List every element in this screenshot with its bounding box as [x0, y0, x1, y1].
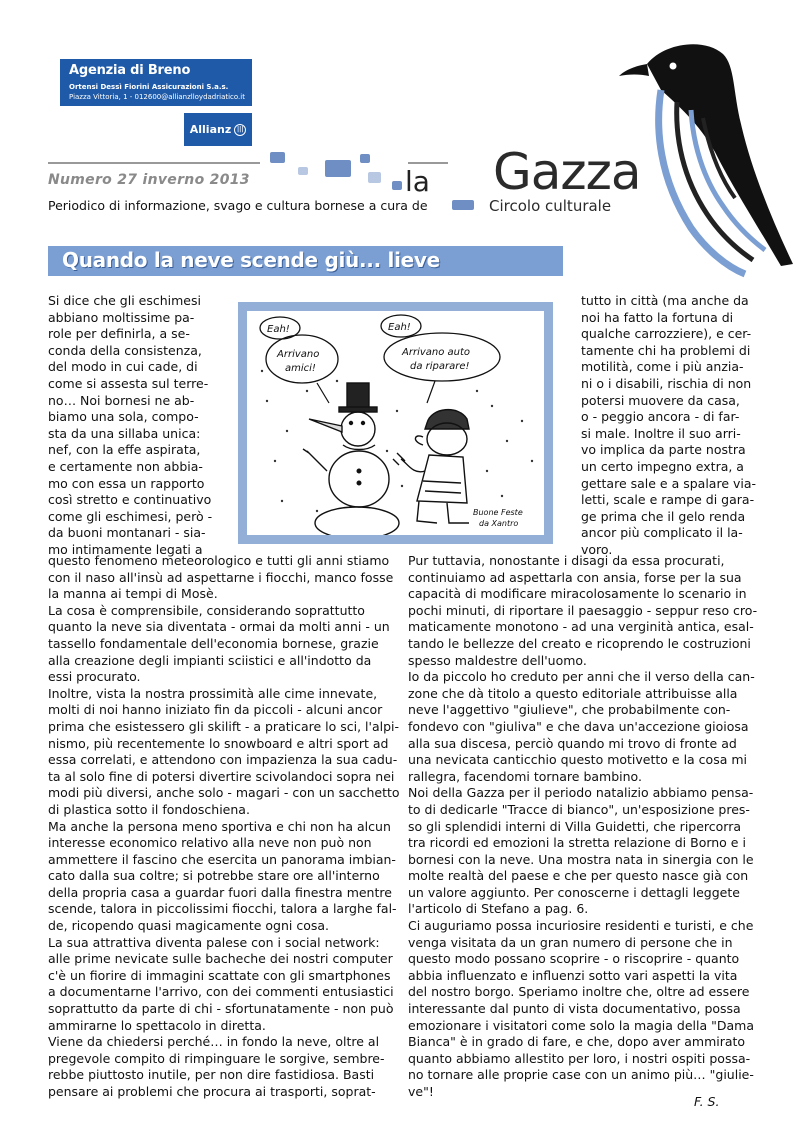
text-line: scende, talora in piccolissimi fiocchi, talora a larghe fal- — [48, 901, 397, 917]
text-line: interesse economico relativo alla neve non può non — [48, 835, 372, 851]
text-line: Bianca" è in grado di fare, e che, dopo aver ammirato — [408, 1034, 746, 1050]
text-line: tamente chi ha problemi di — [581, 342, 751, 358]
text-line: no… Noi bornesi ne ab- — [48, 392, 195, 408]
text-line: Noi della Gazza per il periodo natalizio abbiamo pensa- — [408, 785, 754, 801]
text-line: nismo, più recentemente lo snowboard e altri sport ad — [48, 735, 389, 751]
deco-square — [270, 152, 285, 163]
text-line: tassello fondamentale dell'economia bornese, grazie — [48, 635, 379, 651]
text-line: to di dedicarle "Tracce di bianco", un'esposizione pres- — [408, 801, 750, 817]
text-line: noi ha fatto la fortuna di — [581, 309, 734, 325]
snowman-drawing — [303, 383, 399, 535]
cartoon-illustration — [238, 302, 553, 544]
text-line: come si assesta sul terre- — [48, 375, 209, 391]
article-title-bar — [48, 246, 563, 276]
text-line: Pur tuttavia, nonostante i disagi da essa procurati, — [408, 553, 725, 568]
text-line: molti di noi hanno iniziato fin da piccoli - alcuni ancor — [48, 702, 383, 718]
text-line: role per definirla, a se- — [48, 326, 190, 342]
text-line: modi più diversi, anche solo - magari - con un sacchetto — [48, 785, 400, 801]
allianz-logo-text: Allianz — [189, 123, 232, 136]
text-line: letti, scale e rampe di gara- — [581, 492, 755, 508]
text-line: soprattutto da parte di chi - sfortunatamente - non può — [48, 1001, 394, 1017]
text-line: interessante dal punto di vista documentativo, possa — [408, 1001, 741, 1017]
text-line: motilità, come i più anzia- — [581, 359, 744, 375]
allianz-ad — [60, 59, 252, 146]
text-line: rebbe piuttosto inutile, per non dire fastidiosa. Basti — [48, 1067, 375, 1083]
text-line: pochi minuti, di riportare il paesaggio - seppur reso cro- — [408, 602, 758, 618]
text-line: so gli splendidi interni di Villa Guidetti, che ripercorra — [408, 818, 742, 834]
text-line: nef, con la effe aspirata, — [48, 442, 201, 458]
text-line: pensare ai problemi che procura ai trasporti, soprat- — [48, 1084, 376, 1099]
text-line: vo implica da parte nostra — [581, 442, 746, 458]
deco-square — [452, 200, 474, 210]
snowflakes — [261, 370, 533, 512]
text-line: essi procurato. — [48, 669, 141, 685]
cartoon-signature-line2: da Xantro — [479, 519, 519, 528]
text-line: bornesi con la neve. Una mostra nata in sinergia con le — [408, 851, 754, 867]
text-line: quanto la neve sia diventata - ormai da molti anni - un — [48, 619, 390, 635]
bubble1-line1: Eah! — [267, 324, 290, 335]
text-line: l'articolo di Stefano a pag. 6. — [408, 901, 589, 917]
deco-square — [392, 181, 402, 190]
text-line: alle prime nevicate sulle bacheche dei nostri computer — [48, 951, 393, 967]
text-line: ni o i disabili, rischia di non — [581, 375, 752, 391]
masthead-gazza: Gazza — [493, 143, 641, 201]
text-line: gettare sale e a spalare via- — [581, 475, 757, 491]
text-line: continuiamo ad aspettarla con ansia, forse per la sua — [408, 569, 742, 585]
bubble2-line2: Arrivano auto — [402, 347, 471, 358]
bubble2-line3: da riparare! — [410, 361, 470, 372]
deco-square — [360, 154, 370, 163]
text-line: venga visitata da un gran numero di persone che in — [408, 934, 733, 950]
text-line: maticamente monotono - ad una verginità antica, esal- — [408, 619, 754, 635]
text-line: e certamente non abbia- — [48, 458, 203, 474]
text-column-lower-right — [408, 553, 757, 1101]
header-rule-right — [408, 162, 448, 164]
text-line: ancor più complicato il la- — [581, 525, 743, 541]
deco-square — [298, 167, 308, 175]
text-line: abbia influenzato e influenzi sotto vari aspetti la vita — [408, 967, 738, 983]
text-line: biamo una sola, compo- — [48, 409, 199, 425]
text-line: come gli eschimesi, però - — [48, 508, 213, 524]
text-line: cato dalla sua coltre; si potrebbe stare ore all'interno — [48, 868, 380, 884]
text-line: La sua attrattiva diventa palese con i social network: — [48, 934, 380, 950]
text-line: voro. — [581, 541, 613, 557]
text-line: prima che esistessero gli skilift - a praticare lo sci, l'alpi- — [48, 718, 400, 734]
text-line: mo intimamente legati a — [48, 541, 203, 557]
text-line: essa correlati, e attendono con impazienza la sua cadu- — [48, 752, 398, 768]
text-line: La cosa è comprensibile, considerando soprattutto — [48, 602, 365, 618]
text-line: quanto abbiamo allestito per loro, i nostri ospiti possa- — [408, 1050, 751, 1066]
article-title: Quando la neve scende giù... lieve — [62, 248, 440, 272]
text-line: di plastica sotto il fondoschiena. — [48, 801, 250, 817]
text-line: Viene da chiedersi perché… in fondo la neve, oltre al — [48, 1034, 380, 1050]
text-line: tando le bellezze del creato e ricoprendo le costruzioni — [408, 635, 751, 651]
text-line: pregevole compito di rimpinguare le sorgive, sembre- — [48, 1050, 385, 1066]
text-line: si male. Inoltre il suo arri- — [581, 425, 741, 441]
text-column-upper-left — [48, 293, 212, 559]
text-line: così stretto e continuativo — [48, 492, 212, 508]
text-line: Ci auguriamo possa incuriosire residenti e turisti, e che — [408, 918, 754, 934]
header-rule-left — [48, 162, 260, 164]
text-line: rallegra, facendomi tornare bambino. — [408, 768, 642, 784]
deco-square — [325, 160, 351, 177]
masthead-circolo: Circolo culturale — [489, 197, 612, 215]
text-line: molte realtà del paese e che per questo nasce già con — [408, 868, 749, 884]
text-line: questo modo possano scoprire - o riscoprire - quanto — [408, 951, 740, 967]
text-line: questo fenomeno meteorologico e tutti gli anni stiamo — [48, 553, 390, 568]
text-line: conda della consistenza, — [48, 342, 202, 358]
text-line: una nevicata canticchio questo motivetto e la cosa mi — [408, 752, 747, 768]
text-line: ammettere il fascino che esercita un panorama imbian- — [48, 851, 396, 867]
mechanic-drawing — [393, 410, 469, 523]
bubble1-line3: amici! — [285, 363, 316, 374]
text-line: alla creazione degli impianti sciistici e all'indotto da — [48, 652, 372, 668]
author-signature: F. S. — [694, 1094, 720, 1109]
bubble2-line1: Eah! — [388, 322, 411, 333]
text-line: a documentarne l'arrivo, con dei commenti entusiastici — [48, 984, 394, 1000]
text-line: Ma anche la persona meno sportiva e chi non ha alcun — [48, 818, 391, 834]
ad-company: Ortensi Dessì Fiorini Assicurazioni S.a.s. — [69, 83, 229, 91]
deco-square — [368, 172, 381, 183]
ad-title: Agenzia di Breno — [69, 63, 191, 78]
text-line: o - peggio ancora - di far- — [581, 409, 740, 425]
text-column-lower-left — [48, 553, 400, 1101]
text-line: ge prima che il gelo renda — [581, 508, 746, 524]
text-line: fondevo con "giuliva" e che dava un'accezione gioiosa — [408, 718, 749, 734]
text-line: della propria casa a guardar fuori dalla finestra mentre — [48, 884, 392, 900]
ad-banner — [60, 59, 252, 106]
magpie-logo-icon — [595, 28, 800, 278]
masthead-la: la — [405, 165, 430, 198]
text-line: alla sua discesa, perciò quando mi trovo di fronte ad — [408, 735, 737, 751]
text-line: qualche carrozziere), e cer- — [581, 326, 752, 342]
issue-number: Numero 27 inverno 2013 — [48, 172, 250, 188]
text-line: de, ricopendo quasi magicamente ogni cosa. — [48, 918, 330, 934]
text-line: potersi muovere da casa, — [581, 392, 740, 408]
text-line: neve l'aggettivo "giulieve", che probabilmente con- — [408, 702, 731, 718]
text-line: c'è un fiorire di immagini scattate con gli smartphones — [48, 967, 391, 983]
allianz-eagle-icon: ||| — [234, 124, 246, 136]
text-line: un certo impegno extra, a — [581, 458, 744, 474]
text-line: mo con essa un rapporto — [48, 475, 205, 491]
text-line: del modo in cui cade, di — [48, 359, 198, 375]
text-line: ammirarne lo spettacolo in diretta. — [48, 1017, 266, 1033]
text-line: tutto in città (ma anche da — [581, 293, 749, 308]
text-line: con il naso all'insù ad aspettarne i fiocchi, manco fosse — [48, 569, 394, 585]
text-line: ta al solo fine di potersi divertire scivolandoci sopra nei — [48, 768, 395, 784]
text-line: la manna ai tempi di Mosè. — [48, 586, 218, 602]
text-line: no tornare alle proprie case con un animo più… "giulie- — [408, 1067, 754, 1083]
text-line: da buoni montanari - sia- — [48, 525, 206, 541]
text-line: zone che dà titolo a questo editoriale attribuisse alla — [408, 685, 738, 701]
text-line: ve"! — [408, 1084, 434, 1099]
cartoon-signature-line1: Buone Feste — [473, 508, 523, 517]
text-line: spesso maldestre dell'uomo. — [408, 652, 587, 668]
text-line: tra ricordi ed emozioni la stretta relazione di Borno e i — [408, 835, 746, 851]
text-line: Inoltre, vista la nostra prossimità alle cime innevate, — [48, 685, 378, 701]
tagline: Periodico di informazione, svago e cultura bornese a cura de — [48, 198, 428, 213]
text-line: capacità di modificare miracolosamente lo scenario in — [408, 586, 747, 602]
bubble1-line2: Arrivano — [277, 349, 320, 360]
text-line: Io da piccolo ho creduto per anni che il verso della can- — [408, 669, 755, 685]
text-line: emozionare i visitatori come solo la magia della "Dama — [408, 1017, 754, 1033]
text-line: abbiano moltissime pa- — [48, 309, 195, 325]
text-line: un valore aggiunto. Per conoscerne i dettagli leggete — [408, 884, 740, 900]
text-line: Si dice che gli eschimesi — [48, 293, 201, 308]
text-column-upper-right — [581, 293, 756, 559]
ad-address: Piazza Vittoria, 1 - 012600@allianzlloydadriatico.it — [69, 93, 245, 101]
allianz-logo — [184, 113, 252, 146]
text-line: del nostro borgo. Speriamo inoltre che, oltre ad essere — [408, 984, 750, 1000]
text-line: sta da una sillaba unica: — [48, 425, 201, 441]
